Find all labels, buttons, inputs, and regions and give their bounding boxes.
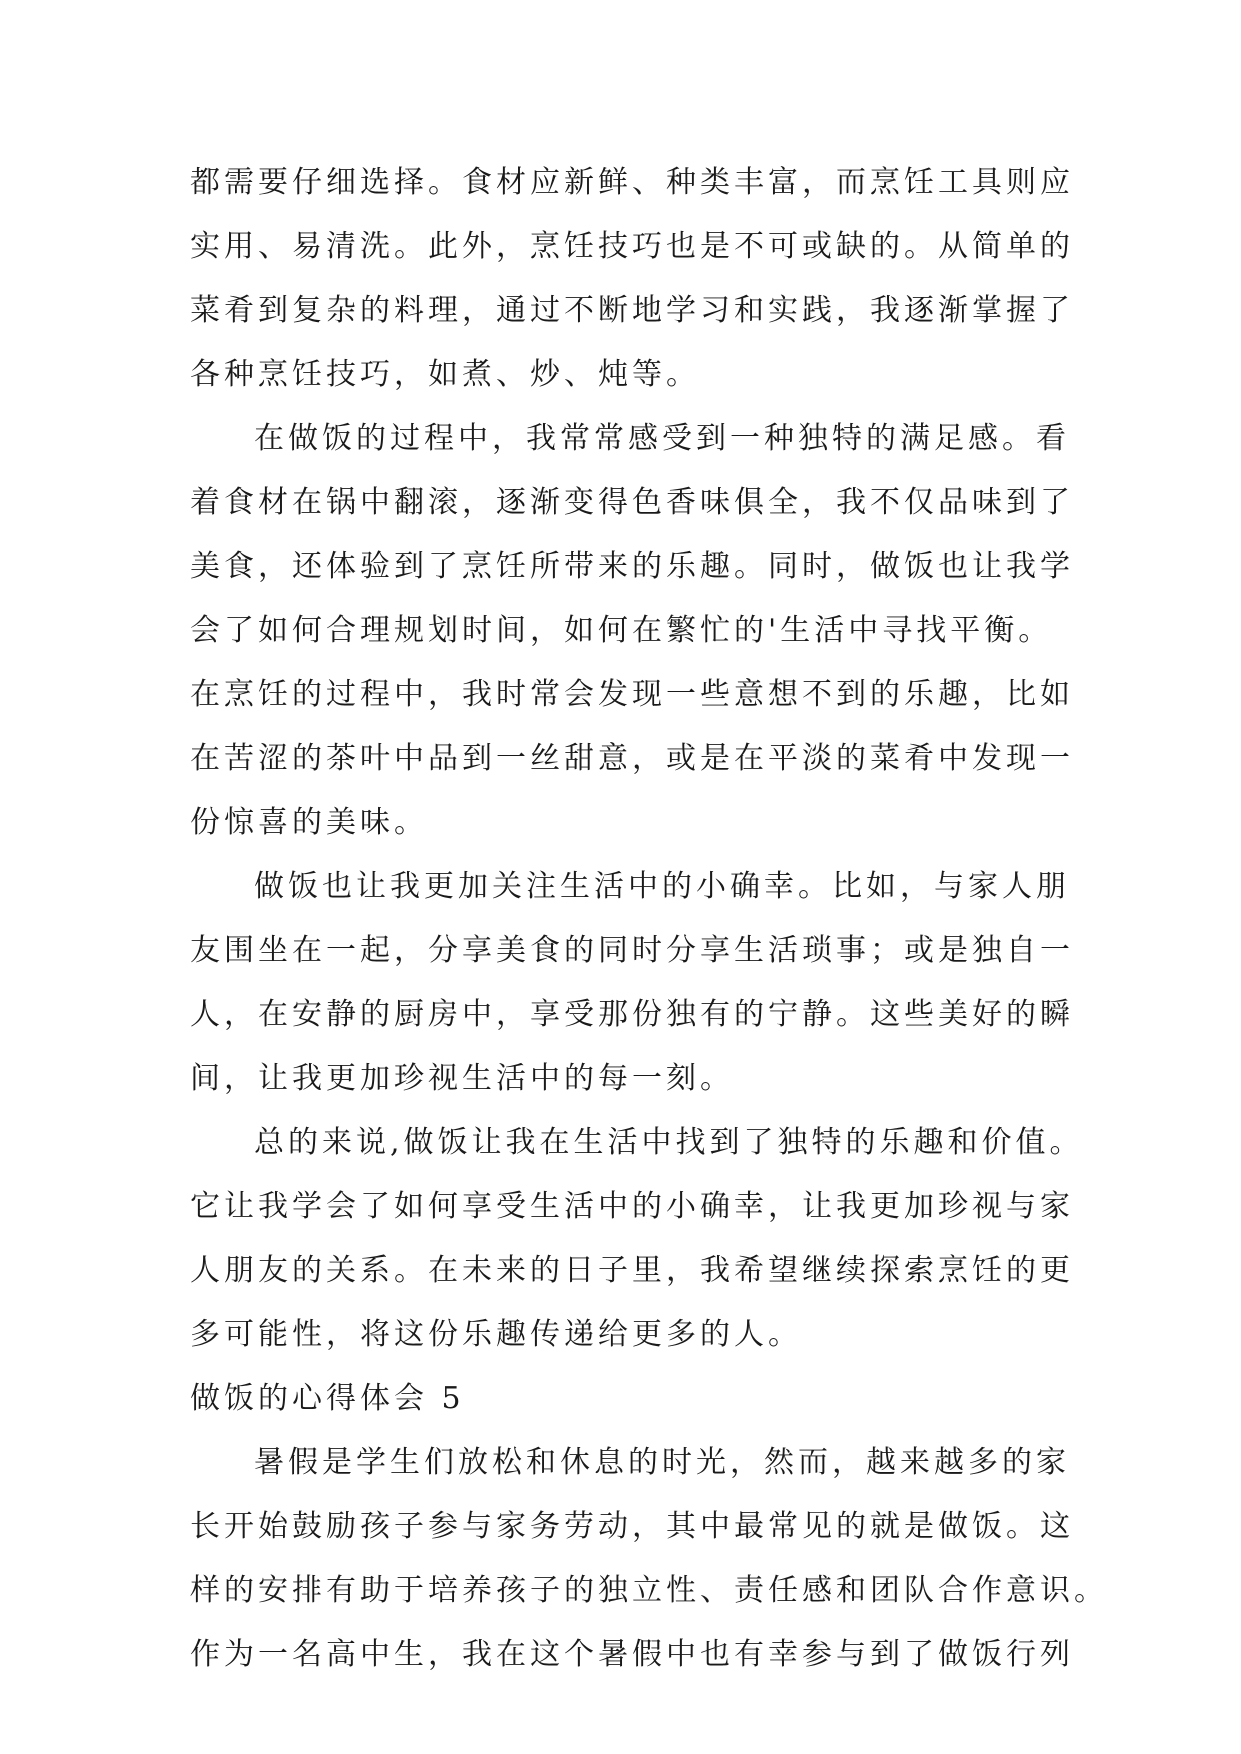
- text-line: 多可能性，将这份乐趣传递给更多的人。: [190, 1317, 802, 1352]
- text-line: 会了如何合理规划时间，如何在繁忙的'生活中寻找平衡。: [190, 613, 1053, 648]
- paragraph-5: [190, 1431, 1108, 1687]
- paragraph-3: [190, 855, 1074, 1111]
- section-heading: 做饭的心得体会 5: [190, 1381, 465, 1416]
- text-line: 总的来说,做饭让我在生活中找到了独特的乐趣和价值。: [254, 1125, 1084, 1160]
- document-page: [190, 151, 1108, 1687]
- text-line: 在烹饪的过程中，我时常会发现一些意想不到的乐趣，比如: [190, 677, 1074, 712]
- text-line: 都需要仔细选择。食材应新鲜、种类丰富，而烹饪工具则应: [190, 165, 1074, 200]
- text-line: 实用、易清洗。此外，烹饪技巧也是不可或缺的。从简单的: [190, 229, 1074, 264]
- text-line: 暑假是学生们放松和休息的时光，然而，越来越多的家: [254, 1445, 1070, 1480]
- text-line: 样的安排有助于培养孩子的独立性、责任感和团队合作意识。: [190, 1573, 1108, 1608]
- text-line: 各种烹饪技巧，如煮、炒、炖等。: [190, 357, 700, 392]
- text-line: 友围坐在一起，分享美食的同时分享生活琐事；或是独自一: [190, 933, 1074, 968]
- text-line: 着食材在锅中翻滚，逐渐变得色香味俱全，我不仅品味到了: [190, 485, 1074, 520]
- text-line: 人，在安静的厨房中，享受那份独有的宁静。这些美好的瞬: [190, 997, 1074, 1032]
- text-line: 美食，还体验到了烹饪所带来的乐趣。同时，做饭也让我学: [190, 549, 1074, 584]
- text-line: 份惊喜的美味。: [190, 805, 428, 840]
- text-line: 在做饭的过程中，我常常感受到一种独特的满足感。看: [254, 421, 1070, 456]
- paragraph-2: [190, 407, 1074, 855]
- text-line: 人朋友的关系。在未来的日子里，我希望继续探索烹饪的更: [190, 1253, 1074, 1288]
- text-line: 做饭也让我更加关注生活中的小确幸。比如，与家人朋: [254, 869, 1070, 904]
- text-line: 作为一名高中生，我在这个暑假中也有幸参与到了做饭行列: [190, 1637, 1074, 1672]
- text-line: 它让我学会了如何享受生活中的小确幸，让我更加珍视与家: [190, 1189, 1074, 1224]
- text-line: 长开始鼓励孩子参与家务劳动，其中最常见的就是做饭。这: [190, 1509, 1074, 1544]
- paragraph-1: [190, 151, 1074, 407]
- paragraph-4: [190, 1111, 1084, 1367]
- text-line: 在苦涩的茶叶中品到一丝甜意，或是在平淡的菜肴中发现一: [190, 741, 1074, 776]
- text-line: 菜肴到复杂的料理，通过不断地学习和实践，我逐渐掌握了: [190, 293, 1074, 328]
- text-line: 间，让我更加珍视生活中的每一刻。: [190, 1061, 734, 1096]
